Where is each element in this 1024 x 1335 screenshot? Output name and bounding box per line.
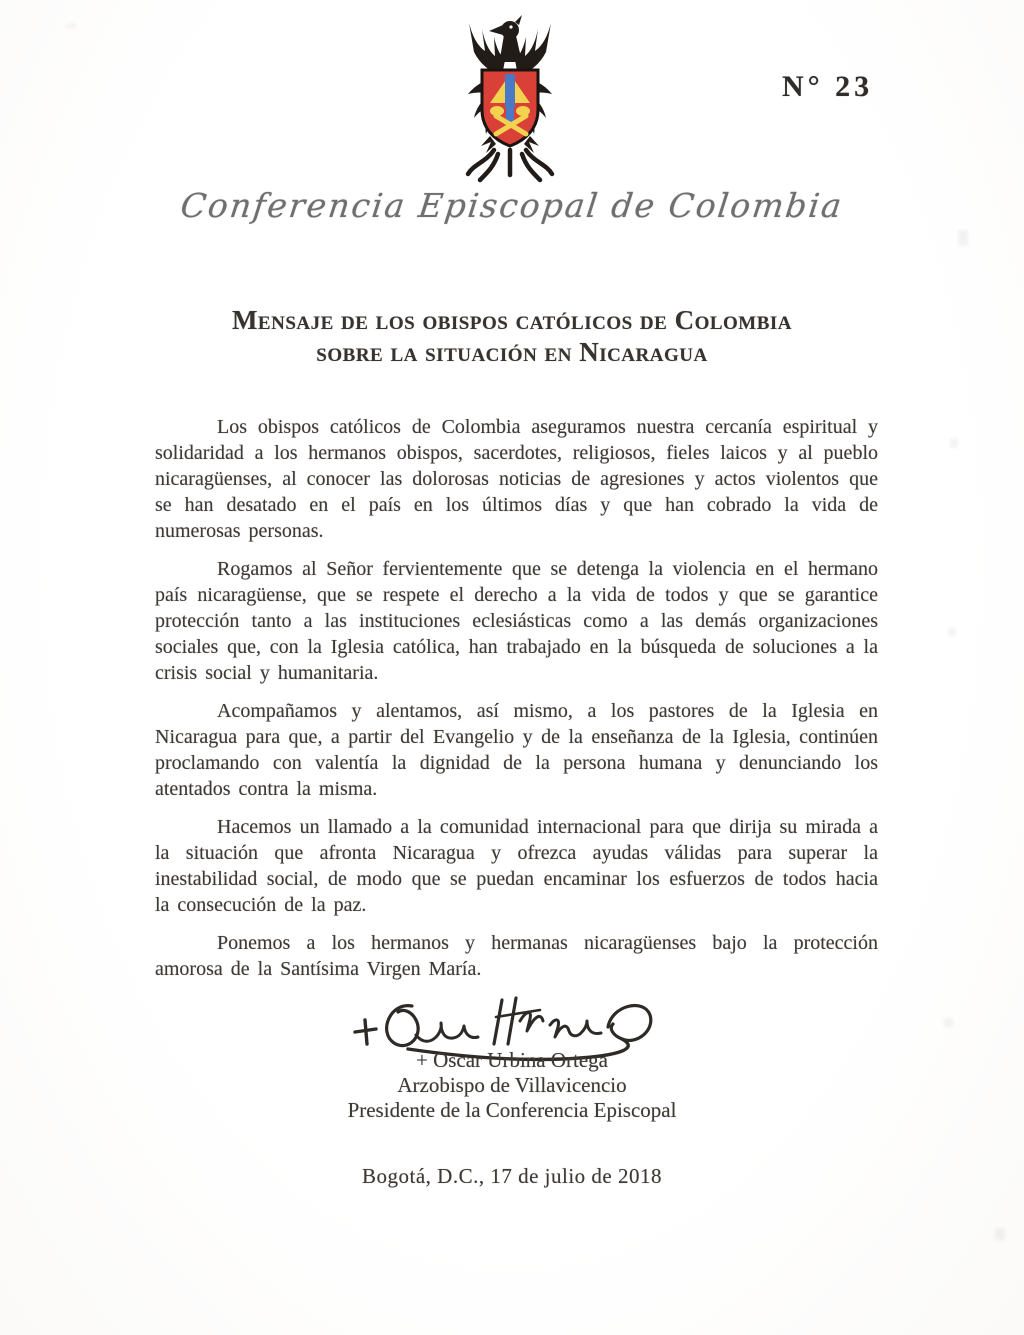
scan-artifact <box>948 628 956 636</box>
eagle-crest-svg <box>444 12 576 184</box>
scan-artifact <box>950 438 958 448</box>
scan-artifact <box>944 1018 953 1027</box>
document-number: N° 23 <box>782 70 874 103</box>
paragraph: Los obispos católicos de Colombia aseguramos nuestra cercanía espiritual y solidaridad a los hermanos obispos, sacerdotes, religiosos, fieles laicos y al pueblo nicaragüenses, al conocer las dolorosas noticias de agresiones y actos violentos que se han desatado en el país en los últimos días y que han cobrado la vida de numerosas personas. <box>155 416 878 542</box>
signature-block <box>150 1048 874 1123</box>
paragraph: Acompañamos y alentamos, así mismo, a los pastores de la Iglesia en Nicaragua para que, a partir del Evangelio y de la enseñanza de la Iglesia, continúen proclamando con valentía la dignidad de la persona humana y denunciando los atentados contra la misma. <box>155 700 878 800</box>
letterhead-script: Conferencia Episcopal de Colombia <box>178 186 846 225</box>
scan-artifact <box>995 1228 1005 1240</box>
title-line-1: Mensaje de los obispos católicos de Colombia <box>231 305 793 335</box>
paragraph: Rogamos al Señor fervientemente que se detenga la violencia en el hermano país nicaragüense, que se respete el derecho a la vida de todos y que se garantice protección tanto a las instituciones eclesiásticas como a las demás organizaciones sociales que, con la Iglesia católica, han trabajado en la búsqueda de soluciones a la crisis social y humanitaria. <box>155 558 878 684</box>
scan-artifact <box>66 24 76 28</box>
title-line-2: sobre la situación en Nicaragua <box>316 337 708 367</box>
signatory-role-2: Presidente de la Conferencia Episcopal <box>347 1098 677 1122</box>
document-title <box>150 304 874 368</box>
dateline: Bogotá, D.C., 17 de julio de 2018 <box>362 1164 662 1188</box>
mitre-band <box>505 74 515 108</box>
paragraph: Hacemos un llamado a la comunidad internacional para que dirija su mirada a la situación que afronta Nicaragua y ofrezca ayudas válidas para superar la inestabilidad social, de modo que se puedan encaminar los esfuerzos de todos hacia la consecución de la paz. <box>155 816 878 916</box>
signatory-role-1: Arzobispo de Villavicencio <box>397 1073 627 1097</box>
episcopal-crest-icon <box>444 12 576 184</box>
paragraph: Ponemos a los hermanos y hermanas nicaragüenses bajo la protección amorosa de la Santísima Virgen María. <box>155 932 878 980</box>
signatory-name: + Oscar Urbina Ortega <box>415 1048 608 1072</box>
scan-artifact <box>958 230 968 246</box>
letter-body <box>155 414 878 994</box>
